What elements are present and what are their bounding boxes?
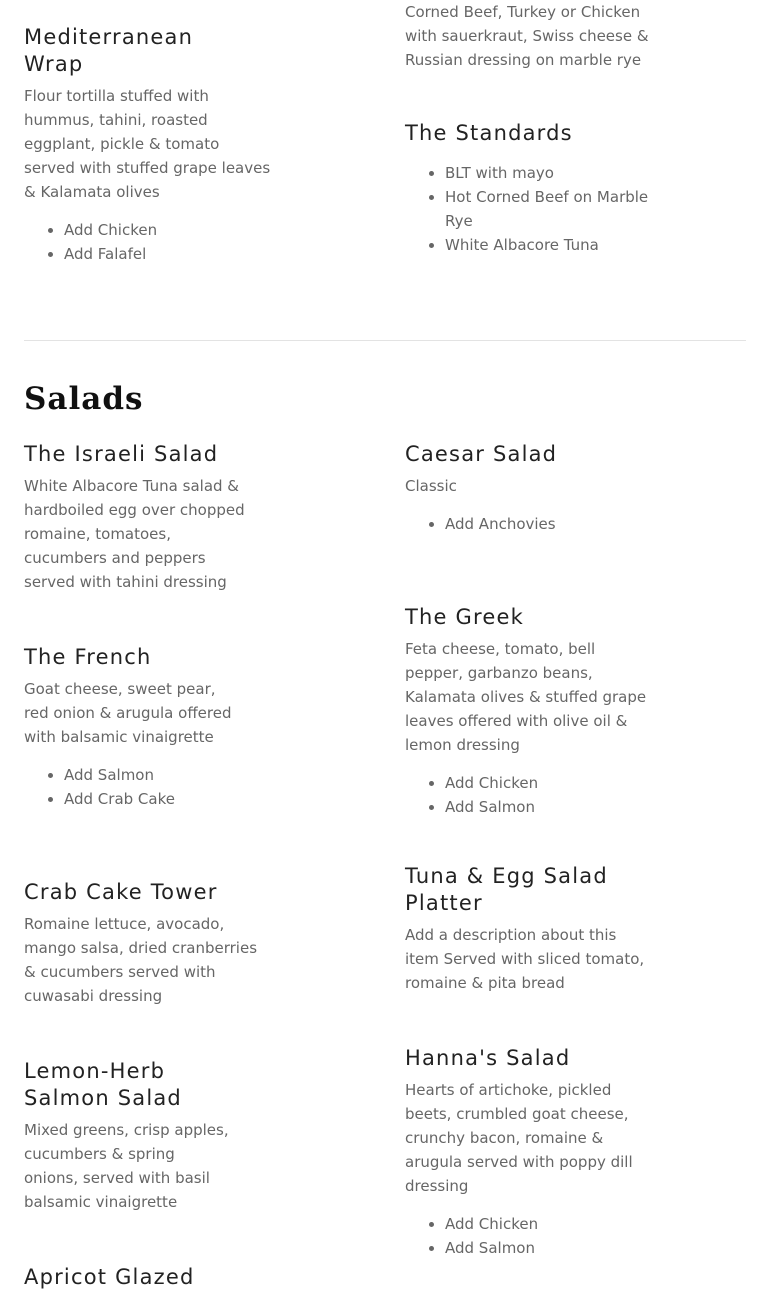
item-name: Hanna's Salad <box>405 1046 571 1070</box>
item-description: Corned Beef, Turkey or Chicken with sauerkraut, Swiss cheese & Russian dressing on marble rye <box>405 3 649 69</box>
menu-item-corned-beef <box>405 0 655 72</box>
item-description: Classic <box>405 477 457 495</box>
menu-item-caesar-salad <box>405 441 655 536</box>
item-description: Mixed greens, crisp apples, cucumbers & spring onions, served with basil balsamic vinaigrette <box>24 1121 229 1211</box>
item-name: Mediterranean Wrap <box>24 25 194 76</box>
menu-item-israeli-salad <box>24 441 274 594</box>
section-title-salads: Salads <box>24 381 144 417</box>
addon-item: • Add Chicken <box>445 1212 655 1236</box>
menu-item-apricot-glazed <box>24 1264 274 1291</box>
addon-list <box>405 161 655 257</box>
addon-item: • Add Anchovies <box>445 512 655 536</box>
menu-item-crab-cake-tower <box>24 879 274 1008</box>
addon-list <box>405 512 655 536</box>
menu-item-lemon-herb-salmon-salad <box>24 1058 274 1214</box>
section-divider <box>24 340 746 341</box>
addon-list <box>405 1212 655 1260</box>
item-description: White Albacore Tuna salad & hardboiled egg over chopped romaine, tomatoes, cucumbers and peppers served with tahini dressing <box>24 477 245 591</box>
addon-item: • Add Salmon <box>445 795 655 819</box>
addon-item: • Add Falafel <box>64 242 274 266</box>
item-description: Goat cheese, sweet pear, red onion & arugula offered with balsamic vinaigrette <box>24 680 232 746</box>
addon-list <box>405 771 655 819</box>
item-name: Tuna & Egg Salad Platter <box>405 864 608 915</box>
addon-item: • Add Salmon <box>445 1236 655 1260</box>
item-name: Apricot Glazed <box>24 1265 195 1289</box>
item-name: The Israeli Salad <box>24 442 219 466</box>
item-name: Lemon-Herb Salmon Salad <box>24 1059 182 1110</box>
item-description: Hearts of artichoke, pickled beets, crumbled goat cheese, crunchy bacon, romaine & arugula served with poppy dill dressing <box>405 1081 633 1195</box>
addon-item: • Add Crab Cake <box>64 787 274 811</box>
item-name: Caesar Salad <box>405 442 558 466</box>
menu-item-the-standards <box>405 120 655 257</box>
addon-list <box>24 763 274 811</box>
menu-item-the-greek <box>405 604 655 819</box>
menu-item-tuna-egg-salad-platter <box>405 863 655 995</box>
item-name: Crab Cake Tower <box>24 880 218 904</box>
item-description: Add a description about this item Served with sliced tomato, romaine & pita bread <box>405 926 645 992</box>
menu-item-hannas-salad <box>405 1045 655 1260</box>
addon-item: • Add Chicken <box>445 771 655 795</box>
addon-list <box>24 218 274 266</box>
item-name: The French <box>24 645 152 669</box>
menu-item-the-french <box>24 644 274 811</box>
menu-item-mediterranean-wrap <box>24 24 274 266</box>
item-description: Romaine lettuce, avocado, mango salsa, dried cranberries & cucumbers served with cuwasabi dressing <box>24 915 258 1005</box>
addon-item: • Add Salmon <box>64 763 274 787</box>
item-description: Feta cheese, tomato, bell pepper, garbanzo beans, Kalamata olives & stuffed grape leaves offered with olive oil & lemon dressing <box>405 640 647 754</box>
addon-item: • Hot Corned Beef on Marble Rye <box>445 185 655 233</box>
addon-item: • Add Chicken <box>64 218 274 242</box>
item-name: The Greek <box>405 605 524 629</box>
addon-item: • White Albacore Tuna <box>445 233 655 257</box>
item-description: Flour tortilla stuffed with hummus, tahini, roasted eggplant, pickle & tomato served with stuffed grape leaves & Kalamata olives <box>24 87 271 201</box>
addon-item: • BLT with mayo <box>445 161 655 185</box>
item-name: The Standards <box>405 121 573 145</box>
